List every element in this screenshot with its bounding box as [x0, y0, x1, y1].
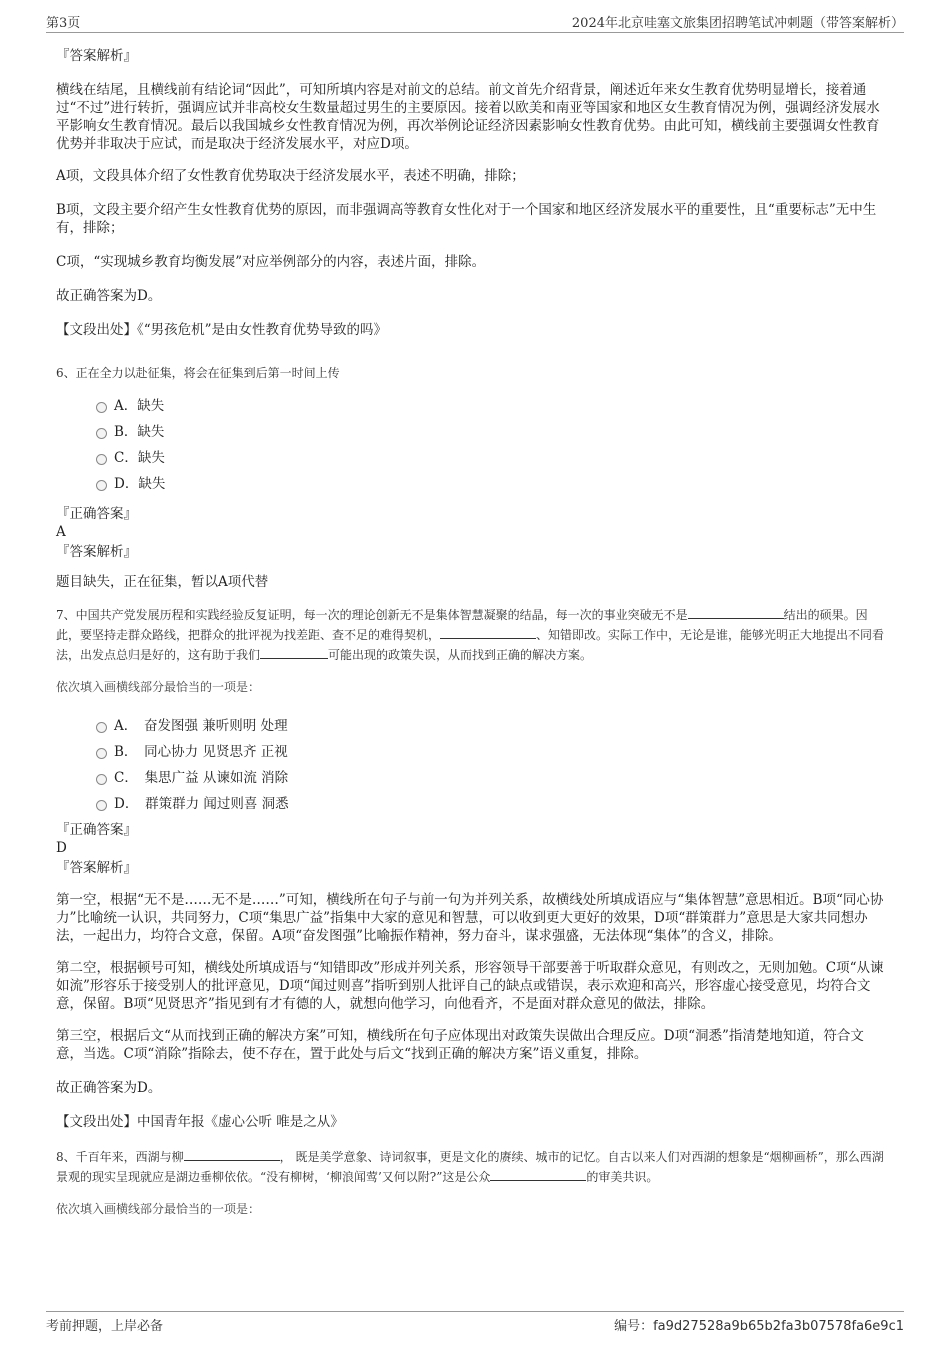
option-b[interactable]: B． 同心协力 见贤思齐 正视 [56, 739, 888, 765]
option-a[interactable]: A．缺失 [56, 393, 888, 419]
option-c[interactable]: C．缺失 [56, 445, 888, 471]
option-a[interactable]: A． 奋发图强 兼听则明 处理 [56, 713, 888, 739]
analysis-paragraph: 题目缺失，正在征集，暂以A项代替 [56, 574, 269, 590]
fill-blank [490, 1169, 586, 1181]
question-instruction: 依次填入画横线部分最恰当的一项是： [56, 680, 261, 694]
answer-conclusion: 故正确答案为D。 [56, 1080, 162, 1096]
analysis-paragraph: 第二空，根据顿号可知，横线处所填成语与“知错即改”形成并列关系，形容领导干部要善于听取群众意见，有则改之，无则加勉。C项“从谏如流”形容乐于接受别人的批评意见，D项“闻过则喜”指听到别人批评自己的缺点或错误，表示欢迎和高兴，形容虚心接受意见，均符合文意，保留。B项“见贤思齐”指见到有才有德的人，就想向他学习，向他看齐，不是面对群众意见的做法，排除。 [56, 960, 884, 1012]
page-header [46, 12, 904, 33]
fill-blank [440, 627, 536, 639]
correct-answer-heading: 『正确答案』 [56, 822, 137, 838]
answer-conclusion: 故正确答案为D。 [56, 288, 162, 304]
page-content [56, 42, 888, 1219]
option-list [56, 713, 888, 817]
fill-blank [688, 607, 784, 619]
passage-source: 【文段出处】中国青年报《虚心公听 唯是之从》 [56, 1114, 344, 1130]
option-list [56, 393, 888, 497]
correct-answer: D [56, 840, 67, 856]
option-b[interactable]: B．缺失 [56, 419, 888, 445]
analysis-paragraph: A项，文段具体介绍了女性教育优势取决于经济发展水平，表述不明确，排除； [56, 168, 525, 184]
question-stem: 8、千百年来，西湖与柳 ， 既是美学意象、诗词叙事，更是文化的赓续、城市的记忆。自古以来人们对西湖的想象是“烟柳画桥”，那么西湖景观的现实呈现就应是湖边垂柳依依。“没有柳树，‘柳浪闻莺’又何以附?”这是公众 的审美共识。 [56, 1150, 884, 1184]
analysis-heading: 『答案解析』 [56, 860, 137, 876]
fill-blank [184, 1149, 280, 1161]
question-instruction: 依次填入画横线部分最恰当的一项是： [56, 1202, 261, 1216]
analysis-heading: 『答案解析』 [56, 48, 137, 64]
option-c[interactable]: C． 集思广益 从谏如流 消除 [56, 765, 888, 791]
document-title: 2024年北京哇塞文旅集团招聘笔试冲刺题（带答案解析） [571, 16, 904, 31]
radio-icon[interactable] [96, 480, 107, 491]
option-d[interactable]: D． 群策群力 闻过则喜 洞悉 [56, 791, 888, 817]
analysis-paragraph: 第三空，根据后文“从而找到正确的解决方案”可知，横线所在句子应体现出对政策失误做出合理反应。D项“洞悉”指清楚地知道，符合文意，当选。C项“消除”指除去，使不存在，置于此处与后文“找到正确的解决方案”语义重复，排除。 [56, 1028, 864, 1062]
radio-icon[interactable] [96, 428, 107, 439]
question-stem: 6、正在全力以赴征集，将会在征集到后第一时间上传 [56, 366, 340, 380]
page-footer [46, 1311, 904, 1334]
radio-icon[interactable] [96, 402, 107, 413]
analysis-paragraph: 第一空，根据“无不是……无不是……”可知，横线所在句子与前一句为并列关系，故横线处所填成语应与“集体智慧”意思相近。B项“同心协力”比喻统一认识，共同努力，C项“集思广益”指集中大家的意见和智慧，可以收到更大更好的效果，D项“群策群力”意思是大家共同想办法，一起出力，均符合文意，保留。A项“奋发图强”比喻振作精神，努力奋斗，谋求强盛，无法体现“集体”的含义，排除。 [56, 892, 884, 944]
radio-icon[interactable] [96, 800, 107, 811]
radio-icon[interactable] [96, 454, 107, 465]
footer-slogan: 考前押题，上岸必备 [46, 1319, 164, 1334]
fill-blank [260, 647, 328, 659]
analysis-heading: 『答案解析』 [56, 544, 137, 560]
analysis-paragraph: B项，文段主要介绍产生女性教育优势的原因，而非强调高等教育女性化对于一个国家和地区经济发展水平的重要性，且“重要标志”无中生有，排除； [56, 202, 877, 236]
passage-source: 【文段出处】《“男孩危机”是由女性教育优势导致的吗》 [56, 322, 388, 338]
analysis-paragraph: 横线在结尾，且横线前有结论词“因此”，可知所填内容是对前文的总结。前文首先介绍背景，阐述近年来女生教育优势明显增长，接着通过“不过”进行转折，强调应试并非高校女生数量超过男生的主要原因。接着以欧美和南亚等国家和地区女生教育情况为例，强调经济发展水平影响女生教育情况。最后以我国城乡女性教育情况为例，再次举例论证经济因素影响女性教育优势。由此可知，横线前主要强调女性教育优势并非取决于应试，而是取决于经济发展水平，对应D项。 [56, 82, 880, 152]
radio-icon[interactable] [96, 722, 107, 733]
analysis-paragraph: C项，“实现城乡教育均衡发展”对应举例部分的内容，表述片面，排除。 [56, 254, 486, 270]
radio-icon[interactable] [96, 774, 107, 785]
page-number: 第3页 [46, 16, 81, 31]
option-d[interactable]: D．缺失 [56, 471, 888, 497]
radio-icon[interactable] [96, 748, 107, 759]
correct-answer-heading: 『正确答案』 [56, 506, 137, 522]
correct-answer: A [56, 524, 66, 540]
document-serial: 编号：fa9d27528a9b65b2fa3b07578fa6e9c1 [614, 1319, 904, 1334]
question-stem: 7、中国共产党发展历程和实践经验反复证明，每一次的理论创新无不是集体智慧凝聚的结晶，每一次的事业突破无不是 结出的硕果。因此，要坚持走群众路线，把群众的批评视为找差距、查不足的难得契机， 、知错即改。实际工作中，无论是谁，能够光明正大地提出不同看法，出发点总归是好的，这有助于我们 可能出现的政策失误，从而找到正确的解决方案。 [56, 608, 885, 662]
